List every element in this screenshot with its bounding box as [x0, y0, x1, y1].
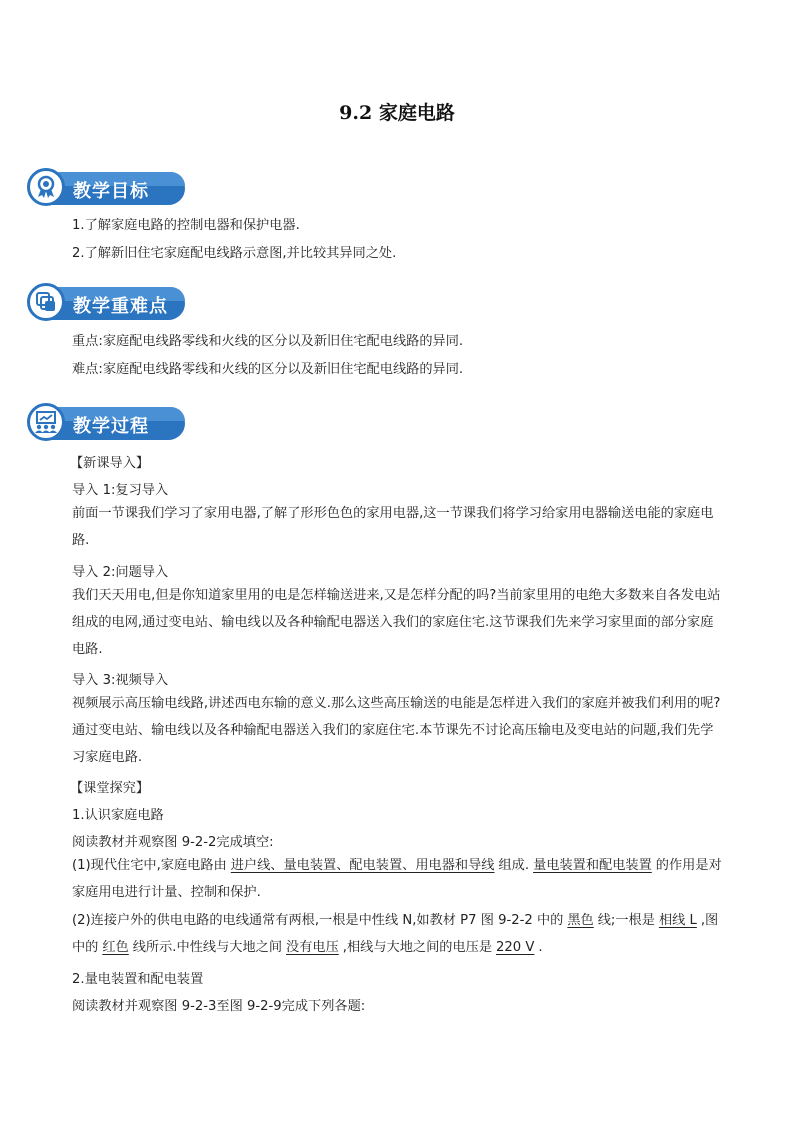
section-banner-objectives	[27, 168, 185, 208]
section-banner-key-points	[27, 283, 185, 323]
presentation-audience-icon	[27, 403, 65, 441]
intro-2-text: 我们天天用电,但是你知道家里用的电是怎样输送进来,又是怎样分配的吗?当前家里用的电绝大多数来自各发电站组成的电网,通过变电站、输电线以及各种输配电器送入我们的家庭住宅.这节课我们先来学习家里面的部分家庭电路.	[72, 588, 721, 657]
intro-1-text: 前面一节课我们学习了家用电器,了解了形形色色的家用电器,这一节课我们将学习给家用电器输送电能的家庭电路.	[72, 506, 714, 548]
objective-item: 2.了解新旧住宅家庭配电线路示意图,并比较其异同之处.	[72, 246, 397, 261]
key-point-item: 难点:家庭配电线路零线和火线的区分以及新旧住宅配电线路的异同.	[72, 362, 464, 377]
intro-2-title: 导入 2:问题导入	[72, 565, 169, 580]
answer-blank: 黑色	[567, 913, 594, 928]
subsection-1-instruction: 阅读教材并观察图 9-2-2完成填空:	[72, 835, 274, 850]
intro-3-title: 导入 3:视频导入	[72, 673, 169, 688]
section-heading: 教学重难点	[73, 296, 168, 317]
section-heading: 教学目标	[73, 181, 149, 202]
section-heading: 教学过程	[73, 416, 149, 437]
objective-item: 1.了解家庭电路的控制电器和保护电器.	[72, 218, 300, 233]
answer-blank: 没有电压	[286, 940, 339, 955]
intro-1-title: 导入 1:复习导入	[72, 483, 169, 498]
intro-3-text: 视频展示高压输电线路,讲述西电东输的意义.那么这些高压输送的电能是怎样进入我们的家庭并被我们利用的呢?通过变电站、输电线以及各种输配电器送入我们的家庭住宅.本节课先不讨论高压输电及变电站的问题,我们先学习家庭电路.	[72, 696, 721, 765]
answer-blank: 量电装置和配电装置	[533, 858, 652, 873]
new-lesson-label: 【新课导入】	[70, 456, 150, 471]
subsection-2-title: 2.量电装置和配电装置	[72, 972, 204, 987]
award-medal-icon	[27, 168, 65, 206]
section-banner-process	[27, 403, 185, 443]
answer-blank: 进户线、量电装置、配电装置、用电器和导线	[230, 858, 495, 873]
subsection-1-title: 1.认识家庭电路	[72, 808, 164, 823]
page-title: 9.2 家庭电路	[339, 102, 455, 124]
answer-blank: 220 V	[496, 940, 535, 955]
explore-label: 【课堂探究】	[70, 781, 150, 796]
question-1: (1)现代住宅中,家庭电路由 进户线、量电装置、配电装置、用电器和导线 组成. 量电装置和配电装置 的作用是对家庭用电进行计量、控制和保护.	[72, 858, 722, 900]
answer-blank: 红色	[102, 940, 129, 955]
key-point-item: 重点:家庭配电线路零线和火线的区分以及新旧住宅配电线路的异同.	[72, 334, 464, 349]
stacked-pages-icon	[27, 283, 65, 321]
question-2: (2)连接户外的供电电路的电线通常有两根,一根是中性线 N,如教材 P7 图 9-2-2 中的 黑色 线;一根是 相线 L ,图中的 红色 线所示.中性线与大地之间 没有电压 ,相线与大地之间的电压是 220 V .	[72, 913, 719, 955]
answer-blank: 相线 L	[658, 913, 697, 928]
subsection-2-instruction: 阅读教材并观察图 9-2-3至图 9-2-9完成下列各题:	[72, 999, 366, 1014]
